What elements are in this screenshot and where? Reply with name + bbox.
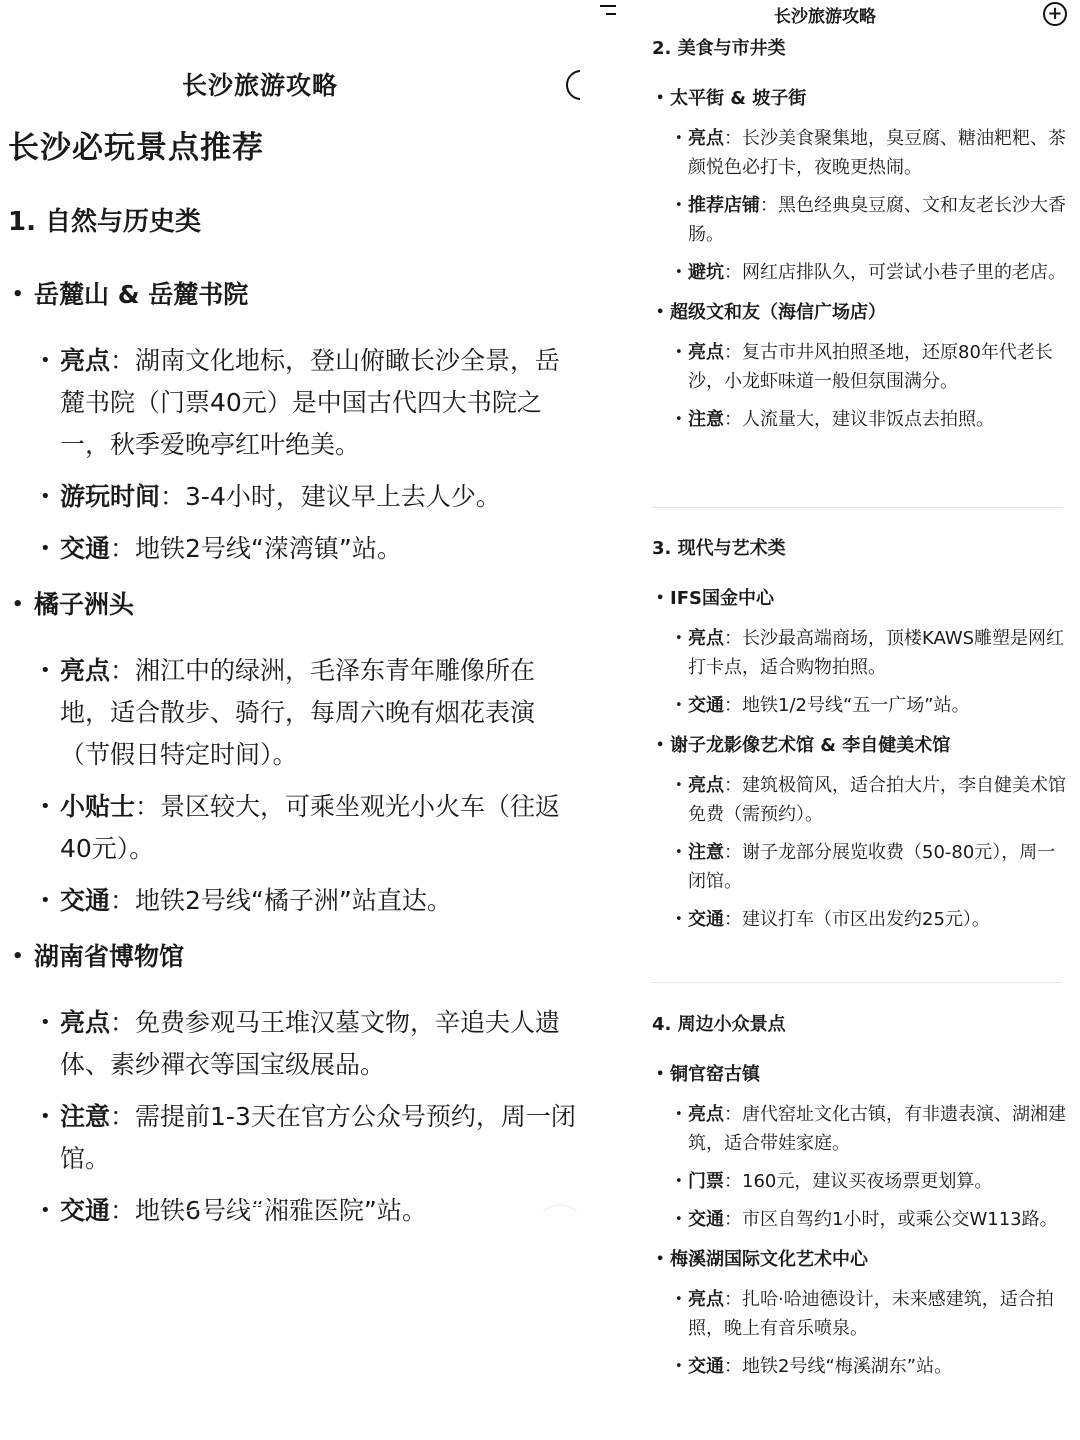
menu-icon[interactable] xyxy=(600,5,616,21)
detail-label: 交通 xyxy=(688,695,724,716)
new-chat-plus-icon[interactable]: + xyxy=(1043,2,1067,26)
detail-item xyxy=(60,528,580,570)
detail-label: 小贴士 xyxy=(60,792,136,821)
detail-item xyxy=(688,771,1072,829)
detail-label: 注意 xyxy=(60,1102,111,1131)
place-heading: • IFS国金中心 xyxy=(670,582,1072,616)
detail-text: ：建议打车（市区出发约25元）。 xyxy=(724,909,990,930)
detail-text: ：市区自驾约1小时，或乘公交W113路。 xyxy=(724,1209,1058,1230)
detail-item xyxy=(688,338,1072,396)
detail-text: ：湘江中的绿洲，毛泽东青年雕像所在地，适合散步、骑行，每周六晚有烟花表演（节假日特定时间）。 xyxy=(60,656,536,769)
detail-text: ：人流量大，建议非饭点去拍照。 xyxy=(724,409,994,430)
place-heading: • 谢子龙影像艺术馆 & 李自健美术馆 xyxy=(670,729,1072,763)
detail-text: ：160元，建议买夜场票更划算。 xyxy=(724,1171,993,1192)
detail-item xyxy=(60,476,580,518)
detail-item xyxy=(688,624,1072,682)
detail-item xyxy=(688,1352,1072,1381)
place-heading: • 梅溪湖国际文化艺术中心 xyxy=(670,1243,1072,1277)
detail-text: ：需提前1-3天在官方公众号预约，周一闭馆。 xyxy=(60,1102,576,1173)
detail-text: ：长沙美食聚集地，臭豆腐、糖油粑粑、茶颜悦色必打卡，夜晚更热闹。 xyxy=(688,128,1066,178)
place-heading: • 超级文和友（海信广场店） xyxy=(670,296,1072,330)
left-header-title: 长沙旅游攻略 xyxy=(182,71,339,100)
detail-label: 注意 xyxy=(688,842,724,863)
detail-text: ：建筑极简风，适合拍大片，李自健美术馆免费（需预约）。 xyxy=(688,775,1066,825)
detail-item xyxy=(60,1002,580,1086)
detail-item xyxy=(60,880,580,922)
detail-text: ：免费参观马王堆汉墓文物，辛追夫人遗体、素纱禪衣等国宝级展品。 xyxy=(60,1008,561,1079)
detail-item xyxy=(60,1096,580,1180)
detail-label: 交通 xyxy=(688,909,724,930)
section-divider xyxy=(652,507,1062,508)
detail-label: 交通 xyxy=(688,1209,724,1230)
detail-text: ：黑色经典臭豆腐、文和友老长沙大香肠。 xyxy=(688,195,1066,245)
detail-label: 门票 xyxy=(688,1171,724,1192)
detail-text: ：湖南文化地标，登山俯瞰长沙全景，岳麓书院（门票40元）是中国古代四大书院之一，秋季爱晚亭红叶绝美。 xyxy=(60,346,561,459)
detail-text: ：地铁1/2号线“五一广场”站。 xyxy=(724,695,970,716)
left-header xyxy=(0,64,580,104)
detail-label: 交通 xyxy=(60,1196,111,1225)
detail-text: ：谢子龙部分展览收费（50-80元），周一闭馆。 xyxy=(688,842,1056,892)
place-heading: • 橘子洲头 xyxy=(34,580,580,630)
detail-label: 亮点 xyxy=(688,628,724,649)
detail-item xyxy=(60,650,580,776)
detail-text: ：3-4小时，建议早上去人少。 xyxy=(160,482,501,511)
section-title-3: 3. 现代与艺术类 xyxy=(652,538,786,559)
section-title-4: 4. 周边小众景点 xyxy=(652,1014,786,1035)
right-header-title: 长沙旅游攻略 xyxy=(774,7,876,27)
detail-item xyxy=(688,124,1072,182)
detail-text: ：扎哈·哈迪德设计，未来感建筑，适合拍照，晚上有音乐喷泉。 xyxy=(688,1289,1054,1339)
detail-item xyxy=(60,786,580,870)
left-content xyxy=(0,270,580,1242)
right-header xyxy=(600,0,1080,28)
detail-label: 避坑 xyxy=(688,262,724,283)
section-title-2: 2. 美食与市井类 xyxy=(652,38,786,59)
detail-label: 注意 xyxy=(688,409,724,430)
detail-label: 亮点 xyxy=(688,128,724,149)
detail-item xyxy=(688,1205,1072,1234)
detail-label: 交通 xyxy=(60,534,111,563)
place-heading: • 铜官窑古镇 xyxy=(670,1058,1072,1092)
detail-label: 交通 xyxy=(688,1356,724,1377)
detail-label: 亮点 xyxy=(688,1289,724,1310)
section-divider xyxy=(652,982,1062,983)
detail-item xyxy=(688,691,1072,720)
detail-item xyxy=(688,1100,1072,1158)
detail-item xyxy=(688,1167,1072,1196)
detail-item xyxy=(688,905,1072,934)
detail-item xyxy=(688,1285,1072,1343)
detail-text: ：景区较大，可乘坐观光小火车（往返40元）。 xyxy=(60,792,561,863)
place-heading: • 太平街 & 坡子街 xyxy=(670,82,1072,116)
detail-item xyxy=(688,838,1072,896)
bottom-action-shadow xyxy=(170,1204,350,1236)
detail-text: ：网红店排队久，可尝试小巷子里的老店。 xyxy=(724,262,1066,283)
detail-label: 推荐店铺 xyxy=(688,195,760,216)
place-heading: • 岳麓山 & 岳麓书院 xyxy=(34,270,580,320)
detail-text: ：唐代窑址文化古镇，有非遗表演、湖湘建筑，适合带娃家庭。 xyxy=(688,1104,1066,1154)
detail-text: ：地铁2号线“梅溪湖东”站。 xyxy=(724,1356,953,1377)
detail-text: ：地铁2号线“橘子洲”站直达。 xyxy=(110,886,452,915)
page-heading: 长沙必玩景点推荐 xyxy=(8,130,264,166)
detail-text: ：复古市井风拍照圣地，还原80年代老长沙，小龙虾味道一般但氛围满分。 xyxy=(688,342,1053,392)
detail-label: 游玩时间 xyxy=(60,482,161,511)
section-2-content xyxy=(652,82,1072,443)
detail-item xyxy=(688,258,1072,287)
bottom-action-shadow xyxy=(540,1204,580,1236)
detail-item xyxy=(688,405,1072,434)
detail-label: 交通 xyxy=(60,886,111,915)
detail-label: 亮点 xyxy=(688,342,724,363)
place-heading: • 湖南省博物馆 xyxy=(34,932,580,982)
section-4-content xyxy=(652,1058,1072,1390)
section-title-1: 1. 自然与历史类 xyxy=(8,207,202,237)
detail-label: 亮点 xyxy=(688,775,724,796)
detail-label: 亮点 xyxy=(688,1104,724,1125)
detail-text: ：长沙最高端商场，顶楼KAWS雕塑是网红打卡点，适合购物拍照。 xyxy=(688,628,1065,678)
detail-item xyxy=(60,340,580,466)
detail-text: ：地铁6号线“湘雅医院”站。 xyxy=(110,1196,427,1225)
right-screenshot-pane xyxy=(600,0,1080,1440)
detail-text: ：地铁2号线“溁湾镇”站。 xyxy=(110,534,402,563)
section-3-content xyxy=(652,582,1072,943)
detail-label: 亮点 xyxy=(60,1008,111,1037)
detail-label: 亮点 xyxy=(60,346,111,375)
new-chat-icon[interactable] xyxy=(564,68,580,100)
detail-item xyxy=(688,191,1072,249)
detail-label: 亮点 xyxy=(60,656,111,685)
